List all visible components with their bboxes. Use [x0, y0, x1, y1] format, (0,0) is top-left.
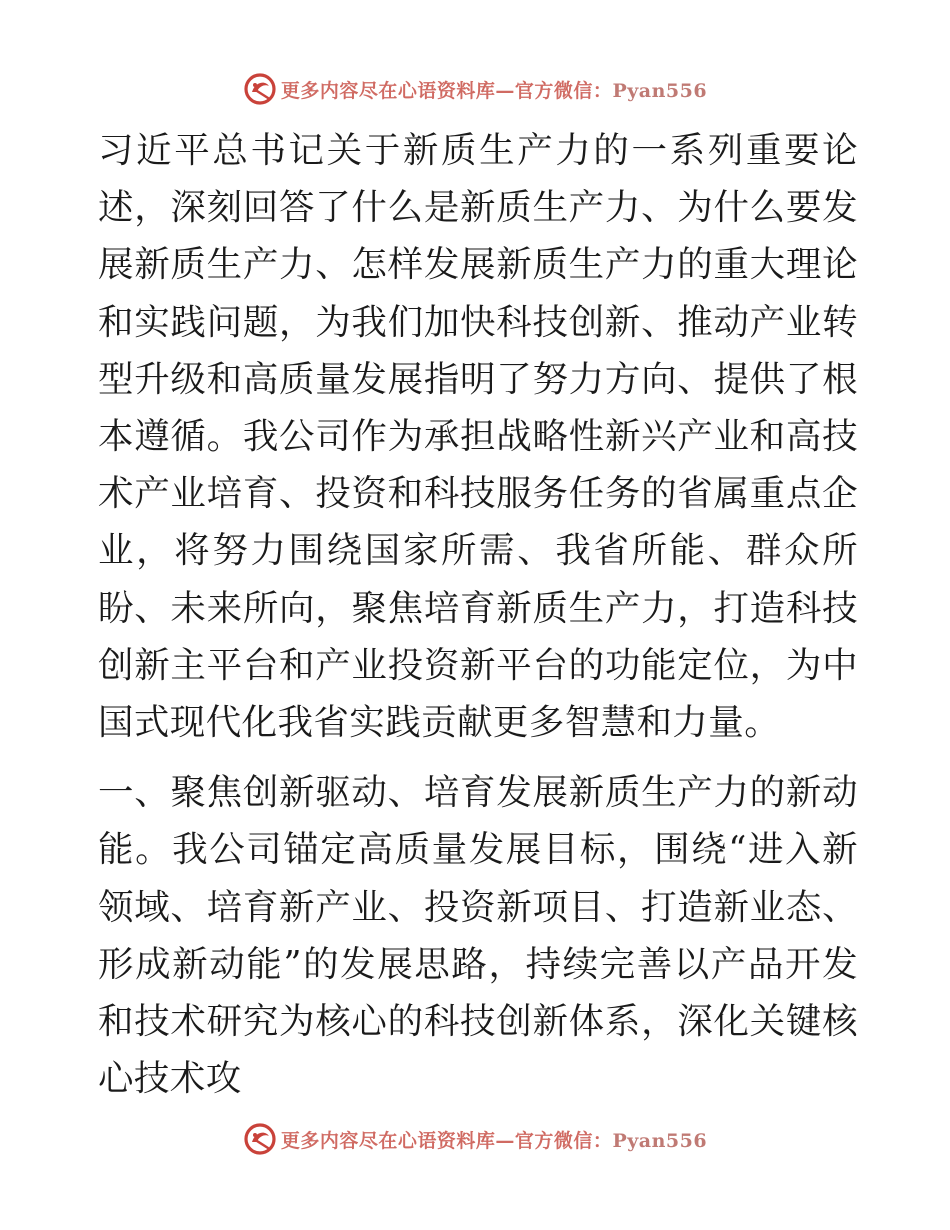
paragraph-intro: 习近平总书记关于新质生产力的一系列重要论述，深刻回答了什么是新质生产力、为什么要发展新质生产力、怎样发展新质生产力的重大理论和实践问题，为我们加快科技创新、推动产业转型升级和高质量发展指明了努力方向、提供了根本遵循。我公司作为承担战略性新兴产业和高技术产业培育、投资和科技服务任务的省属重点企业，将努力围绕国家所需、我省所能、群众所盼、未来所向，聚焦培育新质生产力，打造科技创新主平台和产业投资新平台的功能定位，为中国式现代化我省实践贡献更多智慧和力量。 — [98, 130, 858, 744]
header-banner — [0, 72, 950, 106]
footer-banner — [0, 1122, 950, 1156]
footer-banner-text: 更多内容尽在心语资料库—官方微信：Pyan556 — [280, 1129, 708, 1152]
red-swirl-logo-icon — [243, 72, 277, 106]
red-swirl-logo-icon — [243, 1122, 277, 1156]
header-banner-text: 更多内容尽在心语资料库—官方微信：Pyan556 — [280, 79, 708, 102]
document-body — [98, 122, 858, 1107]
paragraph-section-one: 一、聚焦创新驱动、培育发展新质生产力的新动能。我公司锚定高质量发展目标，围绕“进入新领域、培育新产业、投资新项目、打造新业态、形成新动能”的发展思路，持续完善以产品开发和技术研究为核心的科技创新体系，深化关键核心技术攻 — [98, 772, 858, 1100]
